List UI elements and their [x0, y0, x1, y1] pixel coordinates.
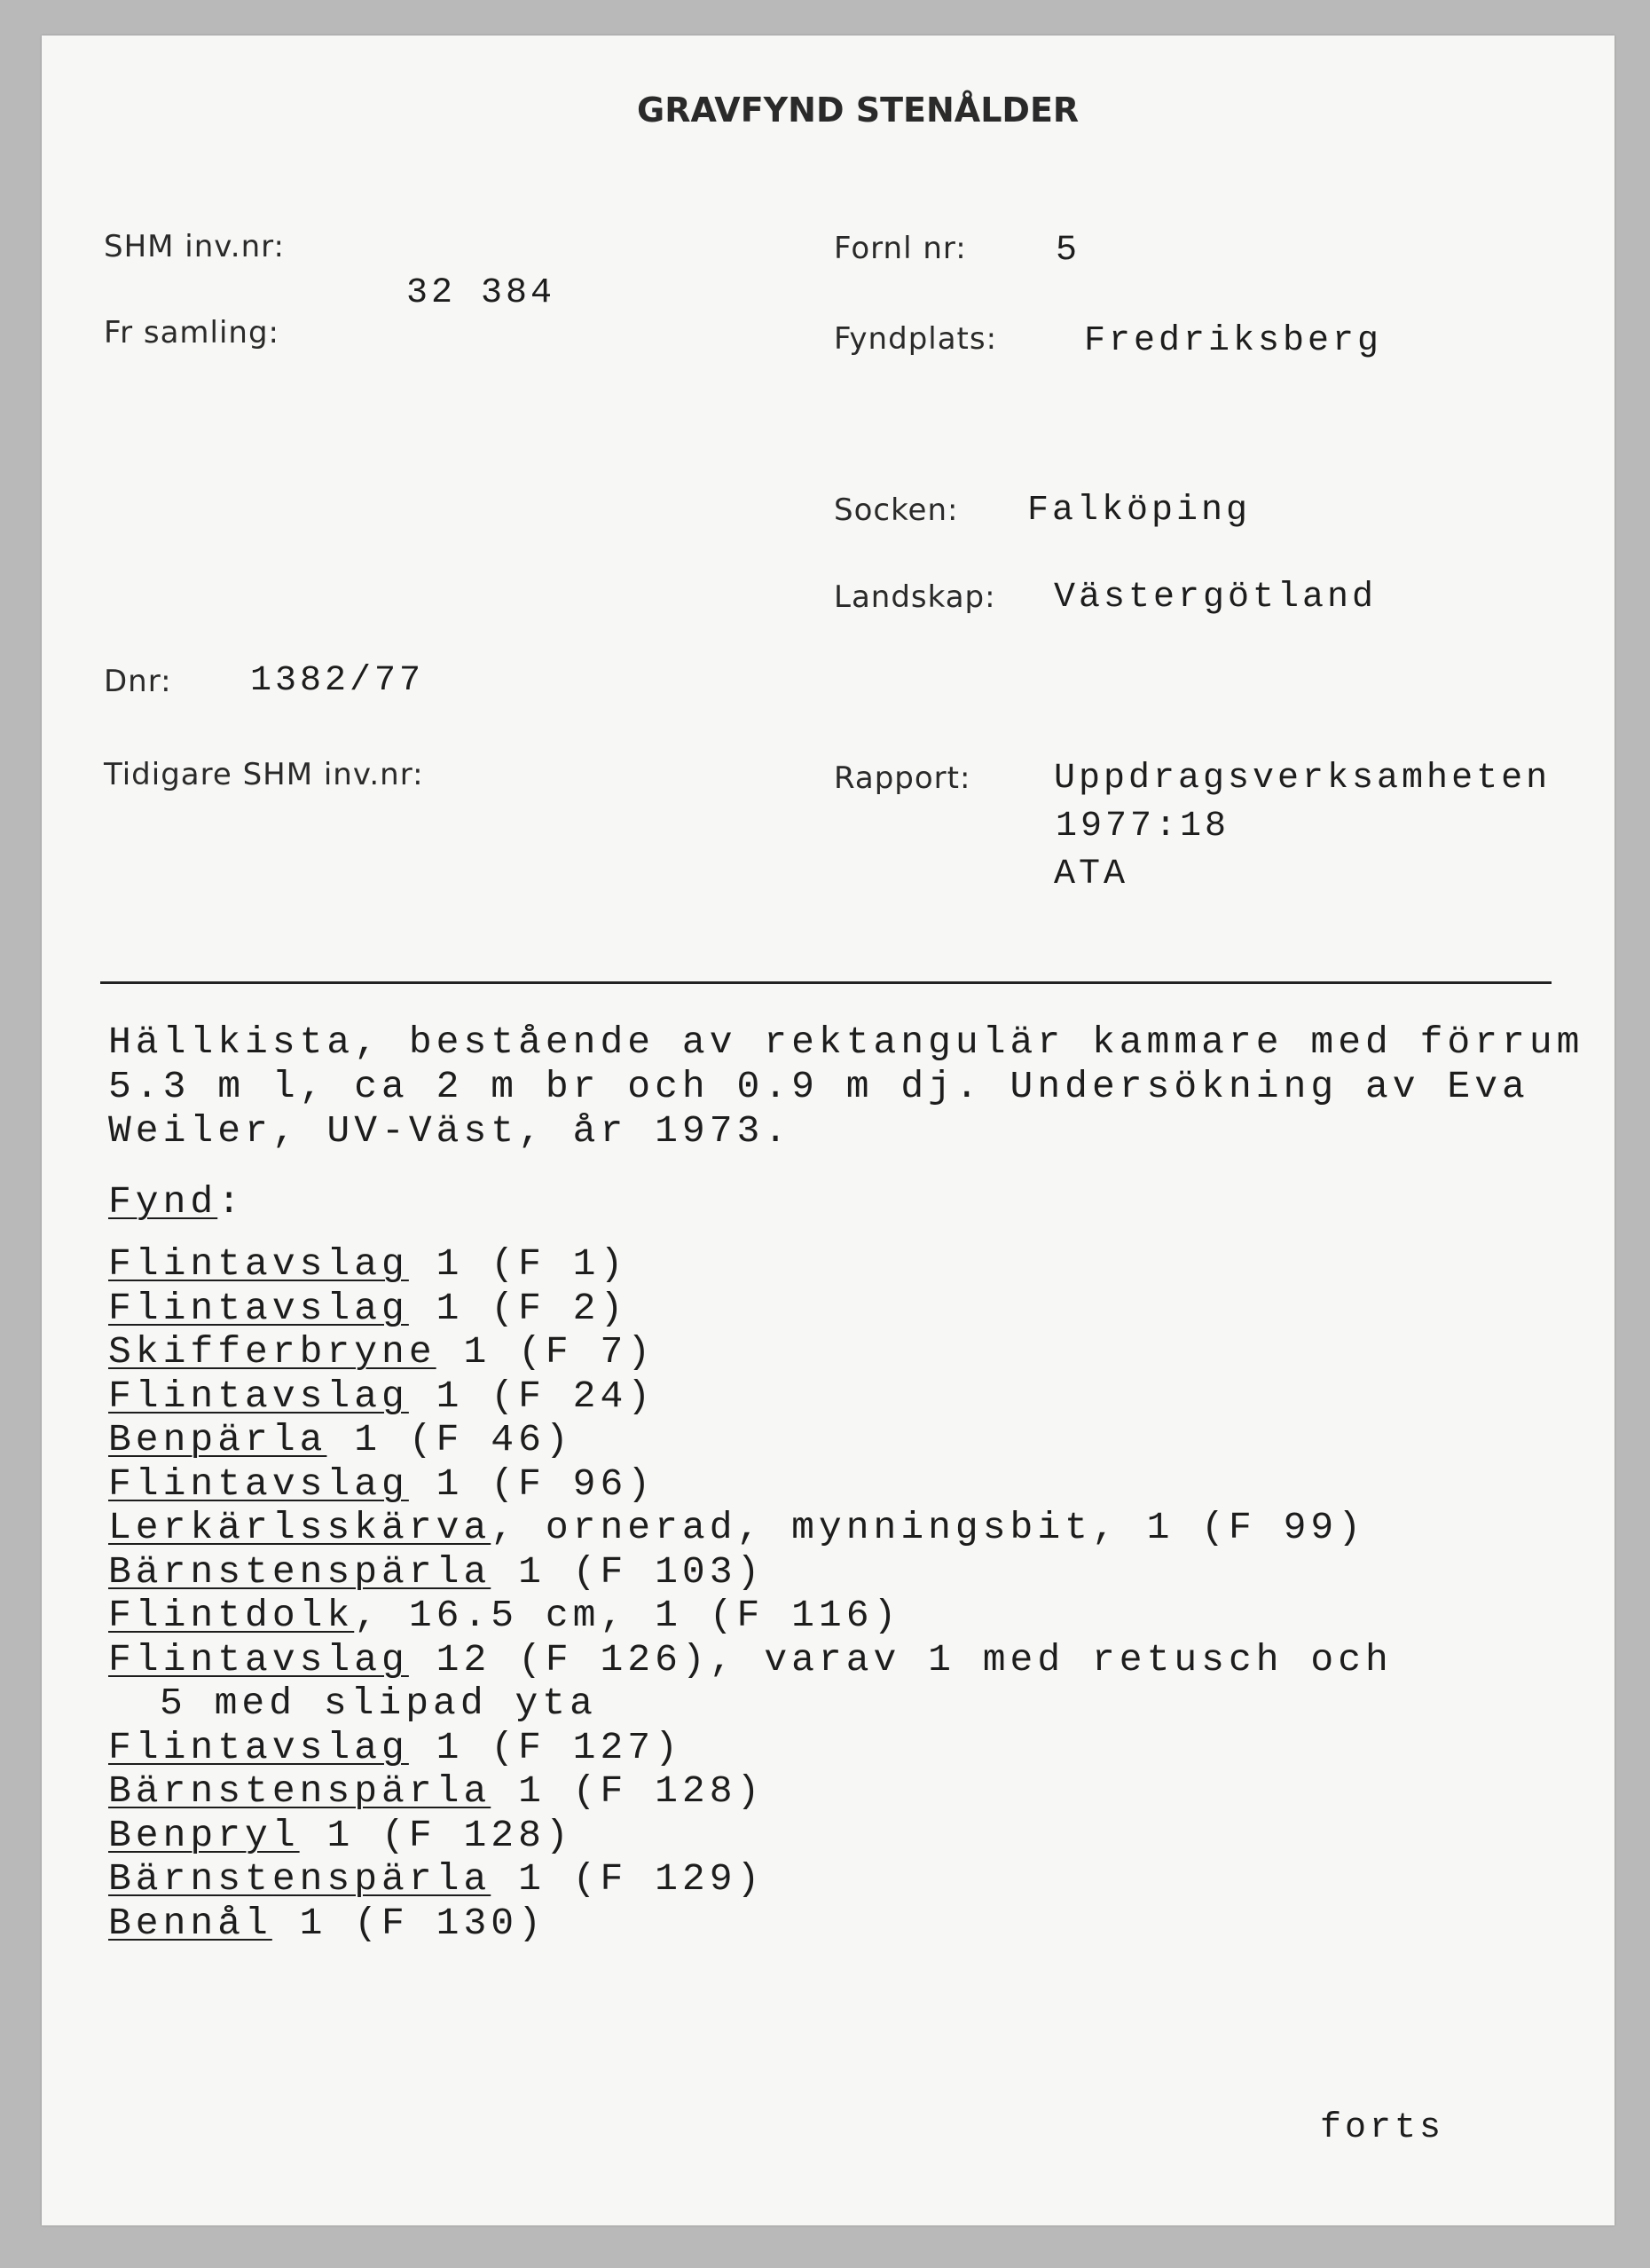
find-item-name: Flintavslag [108, 1374, 409, 1418]
find-item-detail: 1 (F 2) [408, 1286, 628, 1330]
find-item [108, 1902, 1393, 1946]
find-item [108, 1814, 1393, 1858]
fornl-label: Fornl nr: [834, 231, 967, 266]
shm-inv-label: SHM inv.nr: [104, 229, 285, 264]
divider-rule [100, 981, 1552, 984]
find-item-name: Flintavslag [108, 1725, 409, 1769]
find-item [108, 1769, 1393, 1814]
find-item-name: Skifferbryne [108, 1330, 436, 1374]
landskap-label: Landskap: [834, 579, 996, 615]
tidigare-shm-label: Tidigare SHM inv.nr: [104, 757, 424, 792]
continued-note: forts [1320, 2108, 1445, 2148]
find-item-detail: 1 (F 7) [436, 1330, 656, 1374]
find-item-name: Lerkärlsskärva [108, 1506, 491, 1549]
find-item [108, 1857, 1393, 1902]
find-item-name: Bärnstenspärla [108, 1549, 491, 1594]
rapport-line-2: 1977:18 [1056, 807, 1230, 847]
find-item [108, 1374, 1393, 1419]
find-item-detail: 1 (F 103) [491, 1549, 765, 1594]
find-item [108, 1638, 1393, 1682]
find-item-detail: 1 (F 128) [491, 1769, 765, 1813]
find-item-name: Benpärla [108, 1418, 327, 1461]
rapport-line-3: ATA [1054, 854, 1129, 894]
find-item-detail: 1 (F 1) [408, 1242, 628, 1286]
rapport-line-1: Uppdragsverksamheten [1054, 759, 1552, 799]
fr-samling-label: Fr samling: [104, 315, 280, 350]
find-item-name: Flintavslag [108, 1637, 409, 1681]
description-line-1: Hällkista, bestående av rektangulär kammare med förrum [108, 1020, 1584, 1064]
fyndplats-label: Fyndplats: [834, 321, 998, 357]
shm-inv-value: 32 384 [406, 273, 556, 313]
find-item-name: Flintavslag [108, 1242, 409, 1286]
find-item-name: Bennål [108, 1901, 272, 1945]
find-item-detail: 12 (F 126), varav 1 med retusch och [408, 1637, 1393, 1681]
find-item-detail: , ornerad, mynningsbit, 1 (F 99) [491, 1506, 1365, 1549]
find-item [108, 1418, 1393, 1462]
socken-label: Socken: [834, 492, 959, 528]
socken-value: Falköping [1027, 491, 1252, 531]
find-item [108, 1726, 1393, 1770]
find-item-detail: 1 (F 96) [408, 1461, 656, 1506]
description-line-3: Weiler, UV-Väst, år 1973. [108, 1109, 792, 1153]
finds-heading-colon: : [217, 1180, 246, 1224]
fyndplats-value: Fredriksberg [1084, 321, 1383, 361]
find-item-name: Flintdolk [108, 1594, 355, 1637]
finds-heading-label: Fynd [108, 1180, 218, 1224]
description-line-2: 5.3 m l, ca 2 m br och 0.9 m dj. Undersökning av Eva [108, 1065, 1529, 1108]
find-item [108, 1594, 1393, 1638]
find-item-name: Flintavslag [108, 1286, 409, 1330]
find-item-detail: 1 (F 128) [299, 1813, 573, 1857]
card-title: GRAVFYND STENÅLDER [637, 91, 1080, 130]
fornl-value: 5 [1056, 231, 1081, 271]
find-item-name: Benpryl [108, 1813, 300, 1857]
find-item [108, 1330, 1393, 1374]
find-item-detail: 1 (F 24) [408, 1374, 656, 1418]
finds-list [108, 1242, 1393, 1945]
find-item-name: Bärnstenspärla [108, 1857, 491, 1901]
find-item-detail: 1 (F 46) [326, 1418, 573, 1461]
dnr-label: Dnr: [104, 664, 172, 699]
rapport-label: Rapport: [834, 760, 971, 796]
find-item-detail: 1 (F 130) [271, 1901, 546, 1945]
find-item-detail: 1 (F 129) [491, 1857, 765, 1901]
find-item-continuation [108, 1681, 1393, 1726]
find-item-detail: 5 med slipad yta [160, 1681, 597, 1725]
find-item [108, 1550, 1393, 1595]
landskap-value: Västergötland [1054, 578, 1378, 618]
finds-heading [108, 1180, 245, 1224]
description [108, 1020, 1583, 1154]
dnr-value: 1382/77 [250, 661, 425, 701]
find-item [108, 1462, 1393, 1507]
find-item [108, 1242, 1393, 1287]
find-item-detail: , 16.5 cm, 1 (F 116) [354, 1594, 901, 1637]
find-item-name: Flintavslag [108, 1461, 409, 1506]
find-item-detail: 1 (F 127) [408, 1725, 682, 1769]
find-item-name: Bärnstenspärla [108, 1769, 491, 1813]
find-item [108, 1506, 1393, 1550]
find-item [108, 1287, 1393, 1331]
